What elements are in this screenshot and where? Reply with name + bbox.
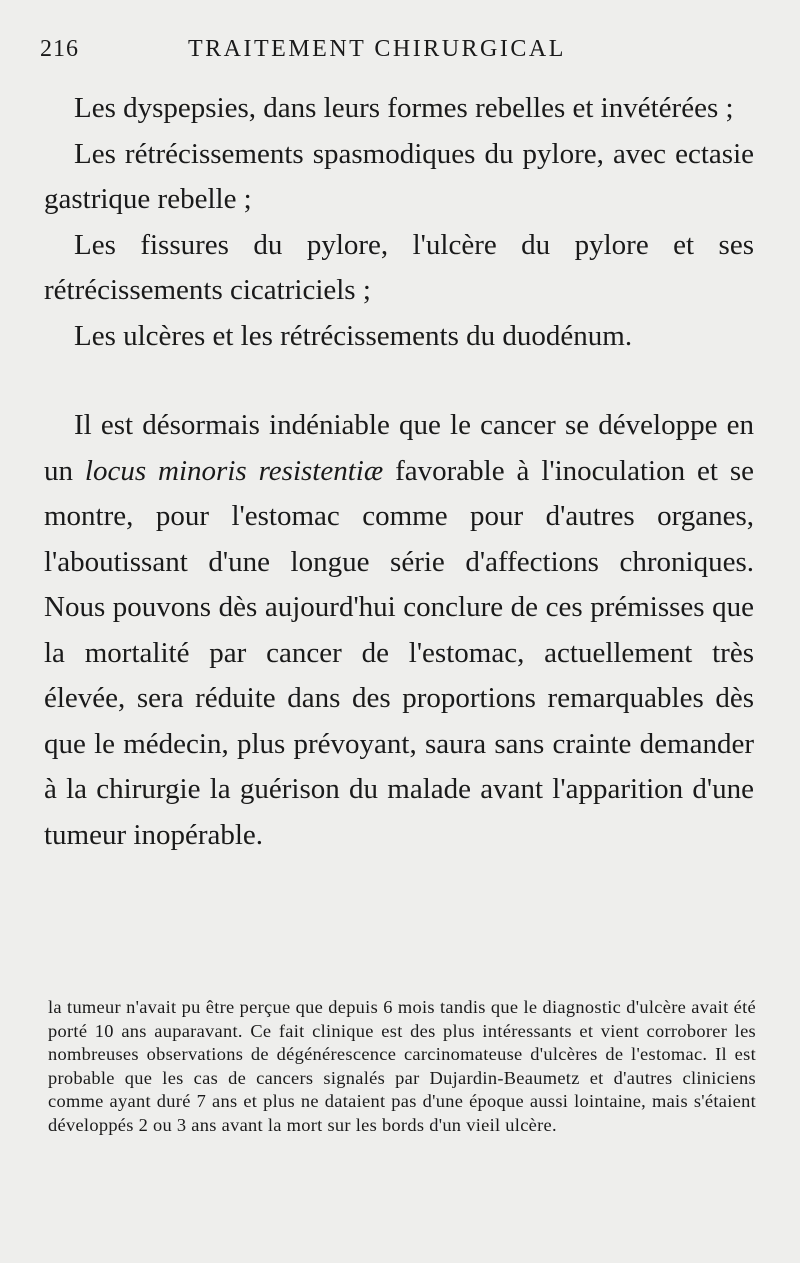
page-header [40, 36, 760, 70]
list-item-fissures-pylore: Les fissures du pylore, l'ulcère du pylore et ses rétrécissements cicatriciels ; [44, 228, 754, 306]
footnote: la tumeur n'avait pu être perçue que depuis 6 mois tandis que le diagnostic d'ulcère avait été porté 10 ans auparavant. Ce fait clinique est des plus intéressants et vient corroborer les nombreuses observations de dégénérescence carcinomateuse d'ulcères de l'estomac. Il est probable que les cas de cancers signalés par Dujardin-Beaumetz et d'autres cliniciens comme ayant duré 7 ans et plus ne dataient pas d'une époque aussi lointaine, mais s'étaient développés 2 ou 3 ans avant la mort sur les bords d'un vieil ulcère. [48, 997, 756, 1135]
main-text [44, 86, 754, 858]
list-item-retrecissements-pylore: Les rétrécissements spasmodiques du pylore, avec ectasie gastrique rebelle ; [44, 137, 754, 215]
page-number: 216 [40, 36, 79, 62]
latin-phrase: locus minoris resistentiæ [84, 454, 384, 487]
list-item-dyspepsies: Les dyspepsies, dans leurs formes rebelles et invétérées ; [74, 92, 734, 124]
paragraph-text-start: Il est désormais indéniable que le cancer se développe en un [44, 409, 754, 487]
body-paragraph [44, 403, 754, 858]
paragraph-text-end: favorable à l'inoculation et se montre, pour l'estomac comme pour d'autres organes, l'aboutissant d'une longue série d'affections chroniques. Nous pouvons dès aujourd'hui conclure de ces prémisses que la mortalité par cancer de l'estomac, actuellement très élevée, sera réduite dans des proportions remarquables dès que le médecin, plus prévoyant, saura sans crainte demander à la chirurgie la guérison du malade avant l'apparition d'une tumeur inopérable. [44, 454, 754, 851]
list-item-ulceres-duodenum: Les ulcères et les rétrécissements du duodénum. [74, 319, 633, 352]
running-title: TRAITEMENT CHIRURGICAL [188, 36, 566, 62]
